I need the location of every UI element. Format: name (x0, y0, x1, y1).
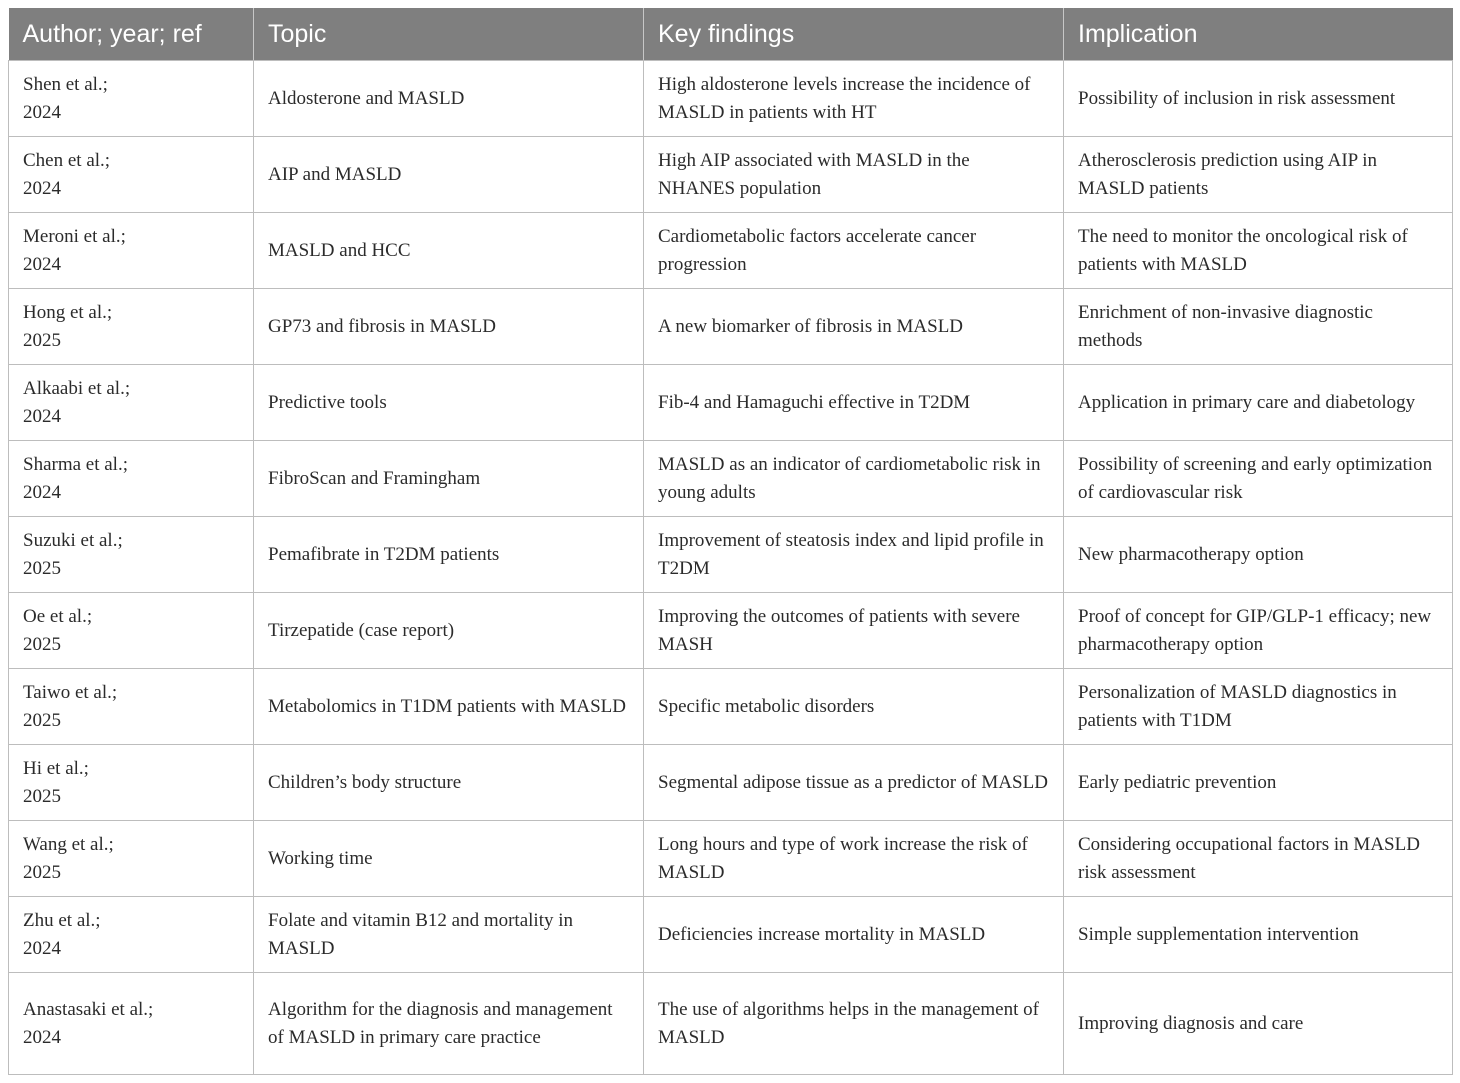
author-year: 2024 (23, 405, 61, 427)
table-row (9, 593, 1453, 669)
findings-cell: Long hours and type of work increase the risk of MASLD (644, 821, 1064, 897)
implication-cell: Possibility of inclusion in risk assessment (1064, 61, 1453, 137)
findings-cell: A new biomarker of fibrosis in MASLD (644, 289, 1064, 365)
topic-cell: Children’s body structure (254, 745, 644, 821)
author-name: Meroni et al.; (23, 225, 126, 247)
author-name: Zhu et al.; (23, 909, 101, 931)
implication-cell: The need to monitor the oncological risk of patients with MASLD (1064, 213, 1453, 289)
table-row (9, 61, 1453, 137)
findings-cell: Deficiencies increase mortality in MASLD (644, 897, 1064, 973)
table-row (9, 289, 1453, 365)
author-year: 2024 (23, 1026, 61, 1048)
header-topic: Topic (254, 8, 644, 61)
topic-cell: Pemafibrate in T2DM patients (254, 517, 644, 593)
table-body (9, 61, 1453, 1075)
findings-cell: Segmental adipose tissue as a predictor of MASLD (644, 745, 1064, 821)
findings-cell: The use of algorithms helps in the management of MASLD (644, 973, 1064, 1075)
author-year: 2025 (23, 633, 61, 655)
topic-cell: Predictive tools (254, 365, 644, 441)
findings-cell: High AIP associated with MASLD in the NHANES population (644, 137, 1064, 213)
author-cell (9, 289, 254, 365)
findings-cell: Fib-4 and Hamaguchi effective in T2DM (644, 365, 1064, 441)
implication-cell: Possibility of screening and early optimization of cardiovascular risk (1064, 441, 1453, 517)
table-row (9, 213, 1453, 289)
table-row (9, 973, 1453, 1075)
author-name: Taiwo et al.; (23, 681, 118, 703)
author-name: Alkaabi et al.; (23, 377, 131, 399)
findings-cell: Improvement of steatosis index and lipid profile in T2DM (644, 517, 1064, 593)
author-name: Suzuki et al.; (23, 529, 123, 551)
topic-cell: FibroScan and Framingham (254, 441, 644, 517)
author-cell (9, 897, 254, 973)
topic-cell: AIP and MASLD (254, 137, 644, 213)
table-row (9, 517, 1453, 593)
findings-table-container (8, 8, 1452, 1075)
findings-cell: Cardiometabolic factors accelerate cancer progression (644, 213, 1064, 289)
topic-cell: Aldosterone and MASLD (254, 61, 644, 137)
implication-cell: Considering occupational factors in MASLD risk assessment (1064, 821, 1453, 897)
author-year: 2024 (23, 937, 61, 959)
implication-cell: Atherosclerosis prediction using AIP in MASLD patients (1064, 137, 1453, 213)
author-cell (9, 365, 254, 441)
implication-cell: Personalization of MASLD diagnostics in patients with T1DM (1064, 669, 1453, 745)
implication-cell: Enrichment of non-invasive diagnostic methods (1064, 289, 1453, 365)
header-key-findings: Key findings (644, 8, 1064, 61)
header-implication: Implication (1064, 8, 1453, 61)
table-header (9, 8, 1453, 61)
author-year: 2025 (23, 861, 61, 883)
author-cell (9, 821, 254, 897)
author-year: 2024 (23, 481, 61, 503)
author-name: Chen et al.; (23, 149, 111, 171)
author-name: Sharma et al.; (23, 453, 128, 475)
author-cell (9, 441, 254, 517)
author-name: Oe et al.; (23, 605, 93, 627)
author-year: 2025 (23, 785, 61, 807)
author-cell (9, 973, 254, 1075)
table-row (9, 441, 1453, 517)
header-row (9, 8, 1453, 61)
implication-cell: Proof of concept for GIP/GLP-1 efficacy; new pharmacotherapy option (1064, 593, 1453, 669)
topic-cell: Metabolomics in T1DM patients with MASLD (254, 669, 644, 745)
author-cell (9, 669, 254, 745)
implication-cell: Improving diagnosis and care (1064, 973, 1453, 1075)
header-author: Author; year; ref (9, 8, 254, 61)
implication-cell: Simple supplementation intervention (1064, 897, 1453, 973)
findings-cell: Specific metabolic disorders (644, 669, 1064, 745)
author-name: Hi et al.; (23, 757, 89, 779)
findings-cell: High aldosterone levels increase the incidence of MASLD in patients with HT (644, 61, 1064, 137)
topic-cell: GP73 and fibrosis in MASLD (254, 289, 644, 365)
table-row (9, 137, 1453, 213)
table-row (9, 897, 1453, 973)
author-year: 2025 (23, 709, 61, 731)
table-row (9, 669, 1453, 745)
author-year: 2024 (23, 101, 61, 123)
table-row (9, 365, 1453, 441)
topic-cell: MASLD and HCC (254, 213, 644, 289)
implication-cell: Early pediatric prevention (1064, 745, 1453, 821)
table-row (9, 745, 1453, 821)
author-name: Hong et al.; (23, 301, 113, 323)
author-name: Anastasaki et al.; (23, 998, 154, 1020)
author-cell (9, 745, 254, 821)
findings-cell: MASLD as an indicator of cardiometabolic risk in young adults (644, 441, 1064, 517)
author-year: 2025 (23, 557, 61, 579)
author-name: Shen et al.; (23, 73, 108, 95)
author-cell (9, 517, 254, 593)
implication-cell: New pharmacotherapy option (1064, 517, 1453, 593)
findings-table (8, 8, 1453, 1075)
implication-cell: Application in primary care and diabetology (1064, 365, 1453, 441)
author-year: 2024 (23, 253, 61, 275)
author-year: 2024 (23, 177, 61, 199)
topic-cell: Algorithm for the diagnosis and management of MASLD in primary care practice (254, 973, 644, 1075)
topic-cell: Tirzepatide (case report) (254, 593, 644, 669)
author-name: Wang et al.; (23, 833, 114, 855)
topic-cell: Folate and vitamin B12 and mortality in MASLD (254, 897, 644, 973)
table-row (9, 821, 1453, 897)
findings-cell: Improving the outcomes of patients with severe MASH (644, 593, 1064, 669)
author-cell (9, 593, 254, 669)
author-cell (9, 61, 254, 137)
author-cell (9, 213, 254, 289)
author-cell (9, 137, 254, 213)
topic-cell: Working time (254, 821, 644, 897)
author-year: 2025 (23, 329, 61, 351)
